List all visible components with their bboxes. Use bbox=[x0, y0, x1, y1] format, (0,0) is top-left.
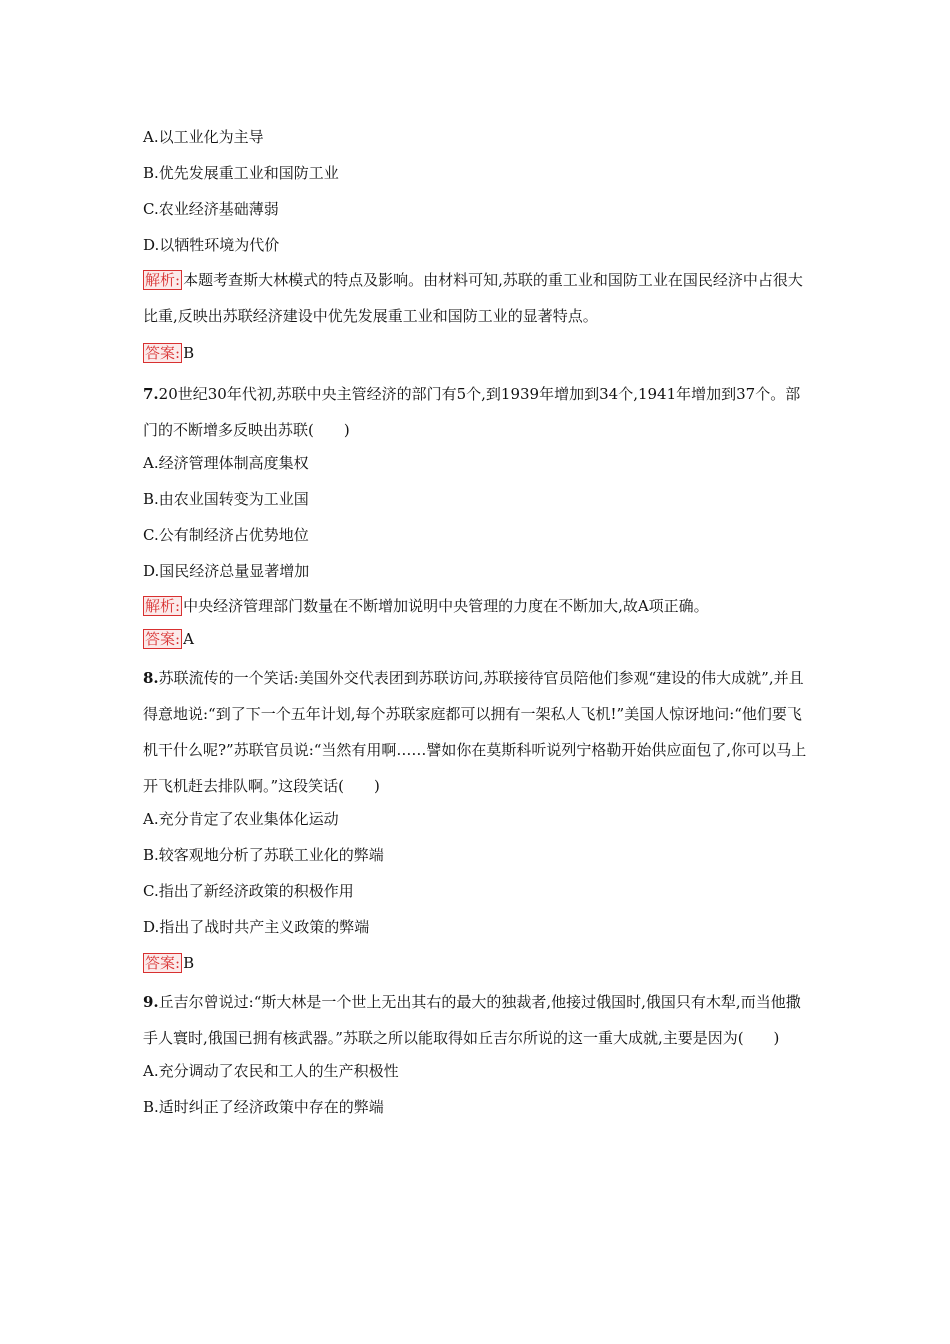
q9-option-b[interactable]: B.适时纠正了经济政策中存在的弊端 bbox=[143, 1098, 384, 1116]
q7-option-b[interactable]: B.由农业国转变为工业国 bbox=[143, 490, 309, 508]
answer-tag: 答案: bbox=[145, 954, 181, 972]
q9-number: 9. bbox=[143, 993, 159, 1011]
q6-option-d[interactable]: D.以牺牲环境为代价 bbox=[143, 236, 280, 254]
q7-number: 7. bbox=[143, 385, 159, 403]
q7-answer bbox=[143, 624, 813, 660]
q6-analysis-text: 本题考查斯大林模式的特点及影响。由材料可知,苏联的重工业和国防工业在国民经济中占很大比重,反映出苏联经济建设中优先发展重工业和国防工业的显著特点。 bbox=[143, 271, 803, 325]
answer-tag: 答案: bbox=[145, 630, 181, 648]
answer-tag: 答案: bbox=[145, 344, 181, 362]
q8-number: 8. bbox=[143, 669, 159, 687]
q8-option-d[interactable]: D.指出了战时共产主义政策的弊端 bbox=[143, 918, 370, 936]
q9-stem-text: 丘吉尔曾说过:“斯大林是一个世上无出其右的最大的独裁者,他接过俄国时,俄国只有木犁,而当他撒手人寰时,俄国已拥有核武器。”苏联之所以能取得如丘吉尔所说的这一重大成就,主要是因为( ) bbox=[143, 993, 801, 1047]
q6-analysis bbox=[143, 262, 813, 334]
q6-option-b[interactable]: B.优先发展重工业和国防工业 bbox=[143, 164, 339, 182]
q7-answer-value: A bbox=[183, 630, 194, 648]
q7-option-d[interactable]: D.国民经济总量显著增加 bbox=[143, 562, 310, 580]
q6-option-c[interactable]: C.农业经济基础薄弱 bbox=[143, 200, 279, 218]
q8-stem bbox=[143, 660, 813, 804]
q9-stem bbox=[143, 984, 813, 1056]
q8-option-c[interactable]: C.指出了新经济政策的积极作用 bbox=[143, 882, 354, 900]
q9-option-a[interactable]: A.充分调动了农民和工人的生产积极性 bbox=[143, 1062, 399, 1080]
analysis-tag: 解析: bbox=[145, 271, 181, 289]
q7-analysis bbox=[143, 588, 813, 624]
q6-answer bbox=[143, 338, 813, 374]
q7-option-c[interactable]: C.公有制经济占优势地位 bbox=[143, 526, 309, 544]
analysis-tag: 解析: bbox=[145, 597, 181, 615]
q8-answer bbox=[143, 948, 813, 984]
document-page bbox=[143, 122, 813, 1128]
q6-option-a[interactable]: A.以工业化为主导 bbox=[143, 128, 264, 146]
q8-option-b[interactable]: B.较客观地分析了苏联工业化的弊端 bbox=[143, 846, 384, 864]
q7-stem bbox=[143, 376, 813, 448]
q8-stem-text: 苏联流传的一个笑话:美国外交代表团到苏联访问,苏联接待官员陪他们参观“建设的伟大成就”,并且得意地说:“到了下一个五年计划,每个苏联家庭都可以拥有一架私人飞机!”美国人惊讶地问:“他们要飞机干什么呢?”苏联官员说:“当然有用啊……譬如你在莫斯科听说列宁格勒开始供应面包了,你可以马上开飞机赶去排队啊。”这段笑话( ) bbox=[143, 669, 807, 795]
q7-analysis-text: 中央经济管理部门数量在不断增加说明中央管理的力度在不断加大,故A项正确。 bbox=[183, 597, 709, 615]
q7-stem-text: 20世纪30年代初,苏联中央主管经济的部门有5个,到1939年增加到34个,1941年增加到37个。部门的不断增多反映出苏联( ) bbox=[143, 385, 801, 439]
q6-answer-value: B bbox=[183, 344, 195, 362]
q8-option-a[interactable]: A.充分肯定了农业集体化运动 bbox=[143, 810, 339, 828]
q7-option-a[interactable]: A.经济管理体制高度集权 bbox=[143, 454, 309, 472]
q8-answer-value: B bbox=[183, 954, 195, 972]
